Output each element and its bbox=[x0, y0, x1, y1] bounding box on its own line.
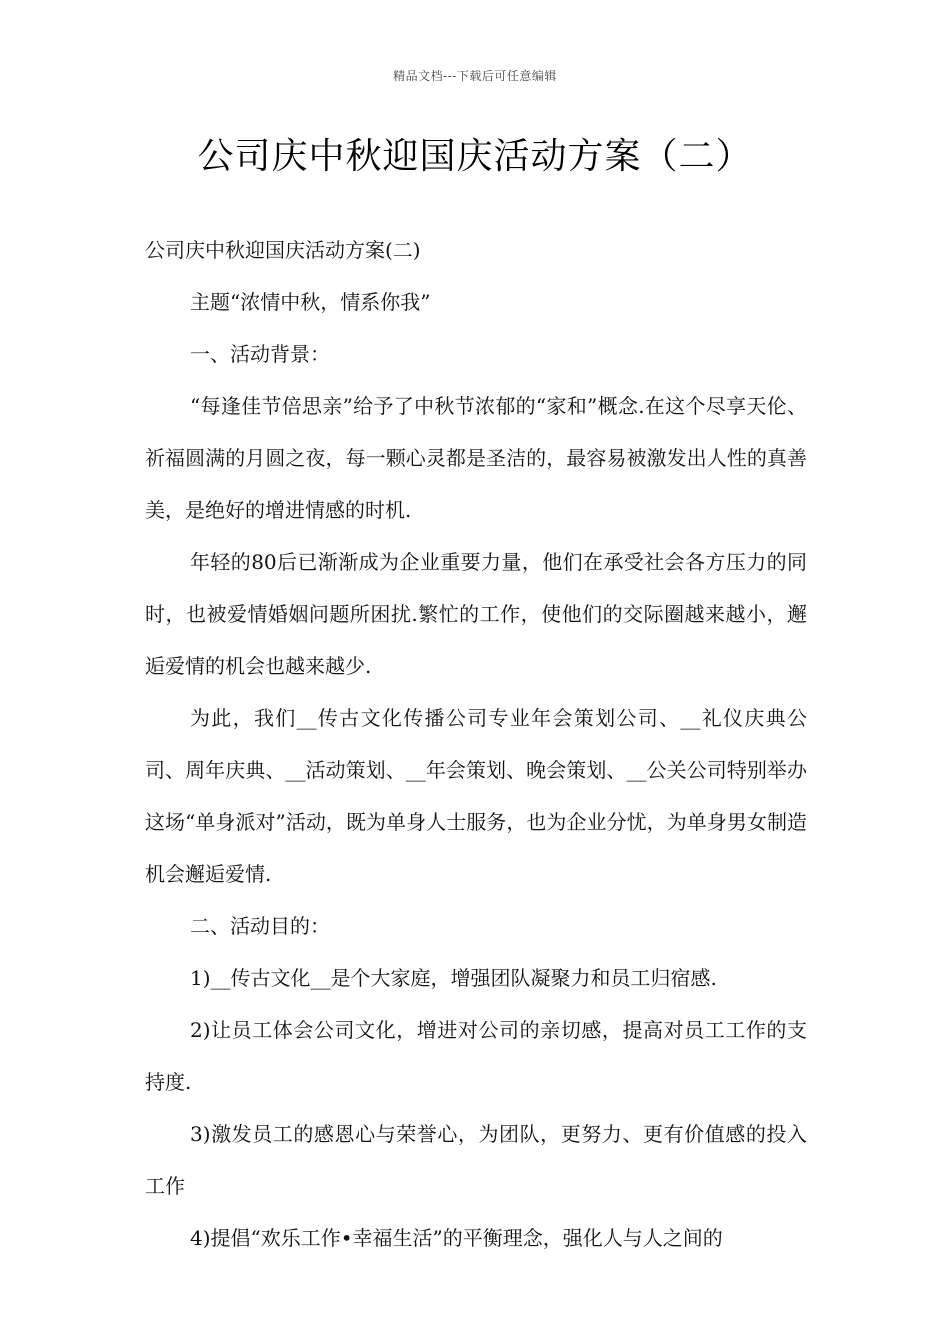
paragraph-background-1: “每逢佳节倍思亲”给予了中秋节浓郁的“家和”概念.在这个尽享天伦、祈福圆满的月圆之夜，每一颗心灵都是圣洁的，最容易被激发出人性的真善美，是绝好的增进情感的时机. bbox=[145, 394, 807, 522]
section-heading-background: 一、活动背景： bbox=[190, 342, 330, 366]
document-body bbox=[145, 224, 807, 1264]
paragraph-background-2: 年轻的80后已渐渐成为企业重要力量，他们在承受社会各方压力的同时，也被爱情婚姻问题所困扰.繁忙的工作，使他们的交际圈越来越小，邂逅爱情的机会也越来越少. bbox=[145, 550, 807, 678]
list-item-purpose-4: 4)提倡“欢乐工作•幸福生活”的平衡理念，强化人与人之间的 bbox=[190, 1226, 723, 1250]
list-item-purpose-1: 1)__传古文化__是个大家庭，增强团队凝聚力和员工归宿感. bbox=[190, 966, 717, 990]
page-header-note: 精品文档---下载后可任意编辑 bbox=[393, 69, 557, 83]
paragraph-background-3: 为此，我们__传古文化传播公司专业年会策划公司、__礼仪庆典公司、周年庆典、__活动策划、__年会策划、晚会策划、__公关公司特别举办这场“单身派对”活动，既为单身人士服务，也为企业分忧，为单身男女制造机会邂逅爱情. bbox=[145, 706, 807, 886]
document-title: 公司庆中秋迎国庆活动方案（二） bbox=[197, 136, 753, 177]
list-item-purpose-2: 2)让员工体会公司文化，增进对公司的亲切感，提高对员工工作的支持度. bbox=[145, 1018, 807, 1094]
section-heading-purpose: 二、活动目的： bbox=[190, 914, 330, 938]
paragraph-subtitle: 公司庆中秋迎国庆活动方案(二) bbox=[145, 238, 421, 262]
paragraph-theme: 主题“浓情中秋，情系你我” bbox=[190, 290, 431, 314]
list-item-purpose-3: 3)激发员工的感恩心与荣誉心，为团队，更努力、更有价值感的投入工作 bbox=[145, 1122, 807, 1198]
